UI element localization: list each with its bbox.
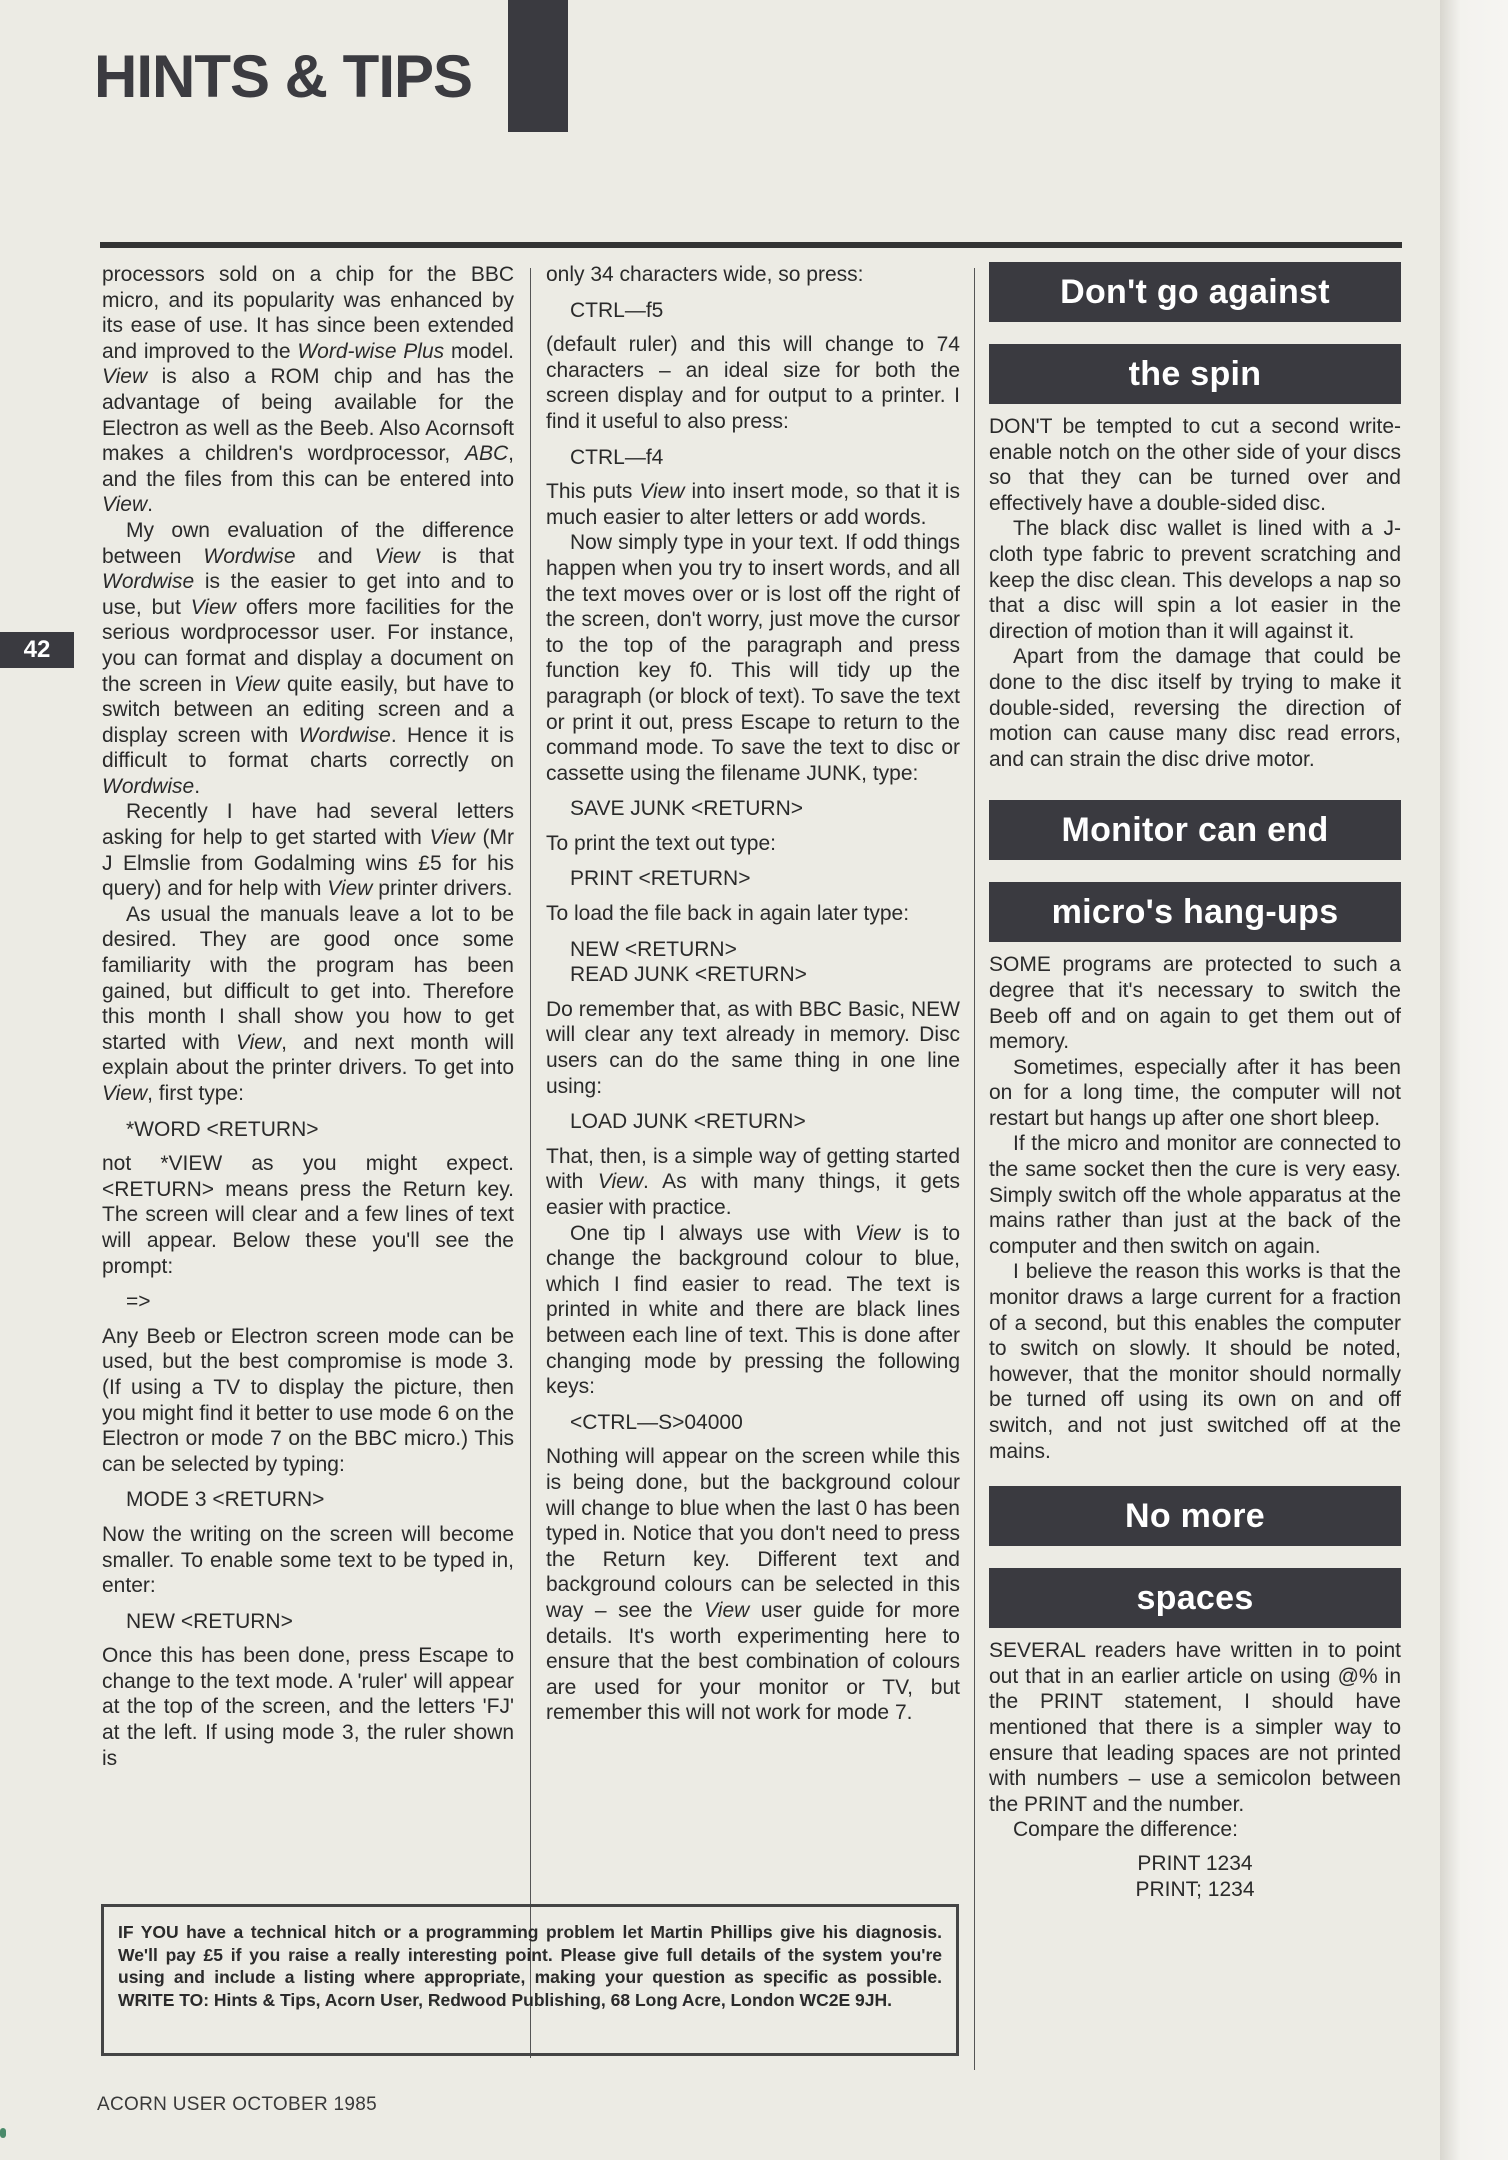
- code-line: LOAD JUNK <RETURN>: [570, 1110, 806, 1134]
- paragraph: To print the text out type:: [546, 831, 776, 855]
- paragraph: SOME programs are protected to such a degree that it's necessary to switch the Beeb off and on again to get them out of memory.: [989, 953, 1401, 1054]
- section-heading: micro's hang-ups: [989, 882, 1401, 942]
- paragraph: To load the file back in again later type:: [546, 902, 910, 926]
- section-heading: the spin: [989, 344, 1401, 404]
- page-number: 42: [0, 632, 74, 668]
- code-block: [570, 937, 960, 988]
- paragraph: I believe the reason this works is that the monitor draws a large current for a fraction of a second, but this enables the computer to switch on slowly. It should be noted, however, that the monitor should normally be turned off using its own on and off switch, and not just switched off at the mains.: [989, 1260, 1401, 1463]
- edge-mark: [0, 2128, 6, 2138]
- article-column-2: [546, 262, 960, 1726]
- paragraph: If the micro and monitor are connected to the same socket then the cure is very easy. Simply switch off the whole apparatus at the mains rather than just at the back of the computer and then switch on again.: [989, 1132, 1401, 1258]
- code-line: MODE 3 <RETURN>: [126, 1488, 325, 1512]
- paragraph: As usual the manuals leave a lot to be desired. They are good once some familiarity with the program has been gained, but difficult to get into. Therefore this month I shall show you how to get started with View, and next month will explain about the printer drivers. To get into View, first type:: [102, 902, 514, 1105]
- paragraph: processors sold on a chip for the BBC micro, and its popularity was enhanced by its ease of use. It has since been extended and improved to the Word-wise Plus model. View is also a ROM chip and has the advantage of being available for the Electron as well as the Beeb. Also Acornsoft makes a children's wordprocessor, ABC, and the files from this can be entered into View.: [102, 263, 514, 517]
- paragraph: One tip I always use with View is to change the background colour to blue, which I find easier to read. The text is printed in white and there are black lines between each line of text. This is done after changing mode by pressing the following keys:: [546, 1221, 960, 1399]
- header-block: [508, 0, 568, 132]
- section-heading: No more: [989, 1486, 1401, 1546]
- code-block: [989, 1851, 1401, 1902]
- article-column-3: [989, 262, 1401, 1902]
- paragraph: This puts View into insert mode, so that it is much easier to alter letters or add words.: [546, 480, 960, 529]
- paragraph: Nothing will appear on the screen while this is being done, but the background colour will change to blue when the last 0 has been typed in. Notice that you don't need to press the Return key. Different text and background colours can be selected in this way – see the View user guide for more details. It's worth experimenting here to ensure that the best combination of colours are used for your monitor or TV, but remember this will not work for mode 7.: [546, 1445, 960, 1725]
- paragraph: only 34 characters wide, so press:: [546, 263, 864, 286]
- paragraph: Do remember that, as with BBC Basic, NEW will clear any text already in memory. Disc users can do the same thing in one line using:: [546, 997, 960, 1098]
- code-line: PRINT; 1234: [1135, 1877, 1255, 1901]
- code-line: NEW <RETURN>: [570, 937, 737, 961]
- paragraph: DON'T be tempted to cut a second write-enable notch on the other side of your discs so that they can be turned over and effectively have a double-sided disc.: [989, 415, 1401, 515]
- column-divider: [530, 268, 531, 2058]
- paragraph: That, then, is a simple way of getting started with View. As with many things, it gets easier with practice.: [546, 1144, 960, 1219]
- paragraph: Any Beeb or Electron screen mode can be used, but the best compromise is mode 3. (If using a TV to display the picture, then you might find it better to use mode 6 on the Electron or mode 7 on the BBC micro.) This can be selected by typing:: [102, 1324, 514, 1476]
- code-line: <CTRL—S>04000: [570, 1410, 743, 1434]
- paragraph: My own evaluation of the difference between Wordwise and View is that Wordwise is the easier to get into and to use, but View offers more facilities for the serious wordprocessor user. For instance, you can format and display a document on the screen in View quite easily, but have to switch between an editing screen and a display screen with Wordwise. Hence it is difficult to format charts correctly on Wordwise.: [102, 518, 515, 798]
- paragraph: Recently I have had several letters asking for help to get started with View (Mr J Elmslie from Godalming wins £5 for his query) and for help with View printer drivers.: [102, 800, 514, 901]
- section-heading: Monitor can end: [989, 800, 1401, 860]
- section-heading: spaces: [989, 1568, 1401, 1628]
- paragraph: The black disc wallet is lined with a J-cloth type fabric to prevent scratching and keep the disc clean. This develops a nap so that a disc will spin a lot easier in the direction of motion than it will against it.: [989, 517, 1401, 643]
- code-line: CTRL—f4: [570, 445, 664, 469]
- paragraph: Compare the difference:: [1013, 1818, 1238, 1842]
- code-line: *WORD <RETURN>: [126, 1117, 319, 1141]
- section-heading: Don't go against: [989, 262, 1401, 322]
- section-title: HINTS & TIPS: [94, 43, 473, 110]
- article-column-1: [102, 262, 514, 1771]
- paragraph: Now the writing on the screen will become smaller. To enable some text to be typed in, enter:: [102, 1522, 514, 1598]
- top-rule: [100, 242, 1402, 248]
- code-line: NEW <RETURN>: [126, 1609, 293, 1633]
- footer: ACORN USER OCTOBER 1985: [97, 2094, 378, 2115]
- info-box: IF YOU have a technical hitch or a programming problem let Martin Phillips give his diagnosis. We'll pay £5 if you raise a really interesting point. Please give full details of the system you're using and include a listing where appropriate, making your question as specific as possible. WRITE TO: Hints & Tips, Acorn User, Redwood Publishing, 68 Long Acre, London WC2E 9JH.: [101, 1904, 959, 2056]
- page-edge: [1440, 0, 1508, 2160]
- column-divider: [974, 268, 975, 2070]
- paragraph: SEVERAL readers have written in to point out that in an earlier article on using @% in the PRINT statement, I should have mentioned that there is a simpler way to ensure that leading spaces are not printed with numbers – use a semicolon between the PRINT and the number.: [989, 1639, 1401, 1816]
- paragraph: (default ruler) and this will change to 74 characters – an ideal size for both the screen display and for output to a printer. I find it useful to also press:: [546, 333, 960, 433]
- code-line: CTRL—f5: [570, 298, 664, 322]
- code-line: SAVE JUNK <RETURN>: [570, 797, 803, 821]
- code-line: PRINT 1234: [1137, 1851, 1253, 1875]
- paragraph: not *VIEW as you might expect. <RETURN> means press the Return key. The screen will clear and a few lines of text will appear. Below these you'll see the prompt:: [102, 1152, 514, 1278]
- code-line: READ JUNK <RETURN>: [570, 963, 807, 987]
- paragraph: Once this has been done, press Escape to change to the text mode. A 'ruler' will appear at the top of the screen, and the letters 'FJ' at the left. If using mode 3, the ruler shown is: [102, 1644, 514, 1770]
- code-line: PRINT <RETURN>: [570, 867, 751, 891]
- paragraph: Now simply type in your text. If odd things happen when you try to insert words, and all the text moves over or is lost off the right of the screen, don't worry, just move the cursor to the top of the paragraph and press function key f0. This will tidy up the paragraph (or block of text). To save the text or print it out, press Escape to return to the command mode. To save the text to disc or cassette using the filename JUNK, type:: [546, 531, 960, 785]
- code-line: =>: [126, 1290, 151, 1314]
- paragraph: Apart from the damage that could be done to the disc itself by trying to make it double-sided, reversing the direction of motion can cause many disc read errors, and can strain the disc drive motor.: [989, 645, 1401, 771]
- paragraph: Sometimes, especially after it has been on for a long time, the computer will not restart but hangs up after one short bleep.: [989, 1055, 1401, 1130]
